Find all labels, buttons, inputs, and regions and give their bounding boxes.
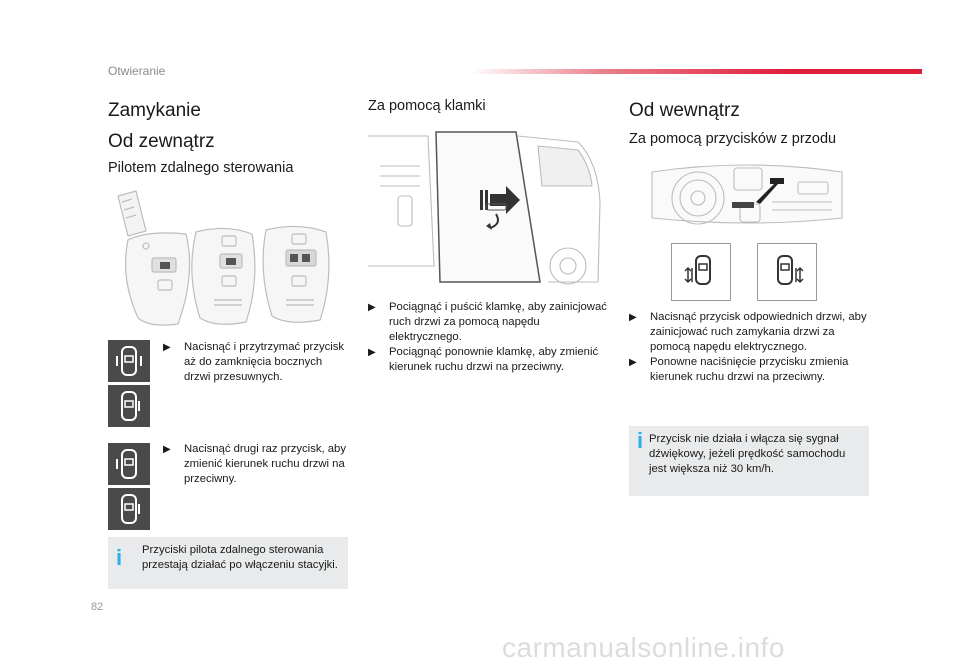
bullet-text: Nacisnąć i przytrzymać przycisk aż do zamknięcia bocznych drzwi przesuwnych. [184, 341, 345, 383]
sliding-door-icon [758, 244, 816, 300]
door-lock-tile-1 [108, 340, 150, 382]
subheading-front-buttons: Za pomocą przycisków z przodu [629, 131, 837, 147]
info-icon: i [116, 545, 123, 570]
page-number: 82 [91, 601, 104, 613]
bullet-text: Pociągnąć i puścić klamkę, aby zainicjować ruch drzwi za pomocą napędu elektrycznego. [389, 301, 607, 343]
info-text: Przycisk nie działa i włącza się sygnał dźwiękowy, jeżeli prędkość samochodu jest większa niż 30 km/h. [649, 433, 846, 475]
triangle-bullet-icon: ▶ [368, 302, 376, 313]
dashboard-illustration [648, 162, 846, 238]
sliding-door-icon [108, 385, 150, 427]
subheading-remote: Pilotem zdalnego sterowania [108, 160, 294, 176]
bullet-text: Pociągnąć ponownie klamkę, aby zmienić kierunek ruchu drzwi na przeciwny. [389, 346, 599, 373]
sliding-door-icon [108, 488, 150, 530]
bullet-list-remote-1 [163, 340, 351, 385]
triangle-bullet-icon: ▶ [368, 347, 376, 358]
remote-keys-illustration [110, 188, 348, 328]
info-icon: i [637, 428, 644, 453]
triangle-bullet-icon: ▶ [629, 312, 637, 323]
triangle-bullet-icon: ▶ [629, 357, 637, 368]
section-title-inside: Od wewnątrz [629, 100, 740, 121]
watermark: carmanualsonline.info [502, 632, 785, 663]
info-box-speed [629, 426, 869, 496]
triangle-bullet-icon: ▶ [163, 342, 171, 353]
sliding-door-icon [108, 443, 150, 485]
door-lock-tile-3 [108, 443, 150, 485]
info-box-remote [108, 537, 348, 589]
bullet-text: Nacisnąć przycisk odpowiednich drzwi, aby zainicjować ruch zamykania drzwi za pomocą napędu elektrycznego. [650, 311, 867, 353]
sliding-door-icon [672, 244, 730, 300]
section-label: Otwieranie [108, 64, 166, 78]
door-handle-illustration [368, 126, 608, 286]
door-lock-tile-2 [108, 385, 150, 427]
bullet-text: Ponowne naciśnięcie przycisku zmienia kierunek ruchu drzwi na przeciwny. [650, 356, 849, 383]
bullet-list-handle [368, 300, 608, 375]
section-title-outside: Od zewnątrz [108, 131, 215, 152]
triangle-bullet-icon: ▶ [163, 444, 171, 455]
bullet-list-inside [629, 310, 867, 385]
header-accent-bar [470, 69, 922, 74]
bullet-list-remote-2 [163, 442, 351, 487]
door-lock-tile-4 [108, 488, 150, 530]
subheading-handle: Za pomocą klamki [368, 98, 486, 114]
bullet-text: Nacisnąć drugi raz przycisk, aby zmienić kierunek ruchu drzwi na przeciwny. [184, 443, 346, 485]
sliding-door-icon [108, 340, 150, 382]
front-door-button-left [671, 243, 731, 301]
info-text: Przyciski pilota zdalnego sterowania przestają działać po włączeniu stacyjki. [142, 544, 338, 571]
page-title: Zamykanie [108, 100, 201, 121]
front-door-button-right [757, 243, 817, 301]
